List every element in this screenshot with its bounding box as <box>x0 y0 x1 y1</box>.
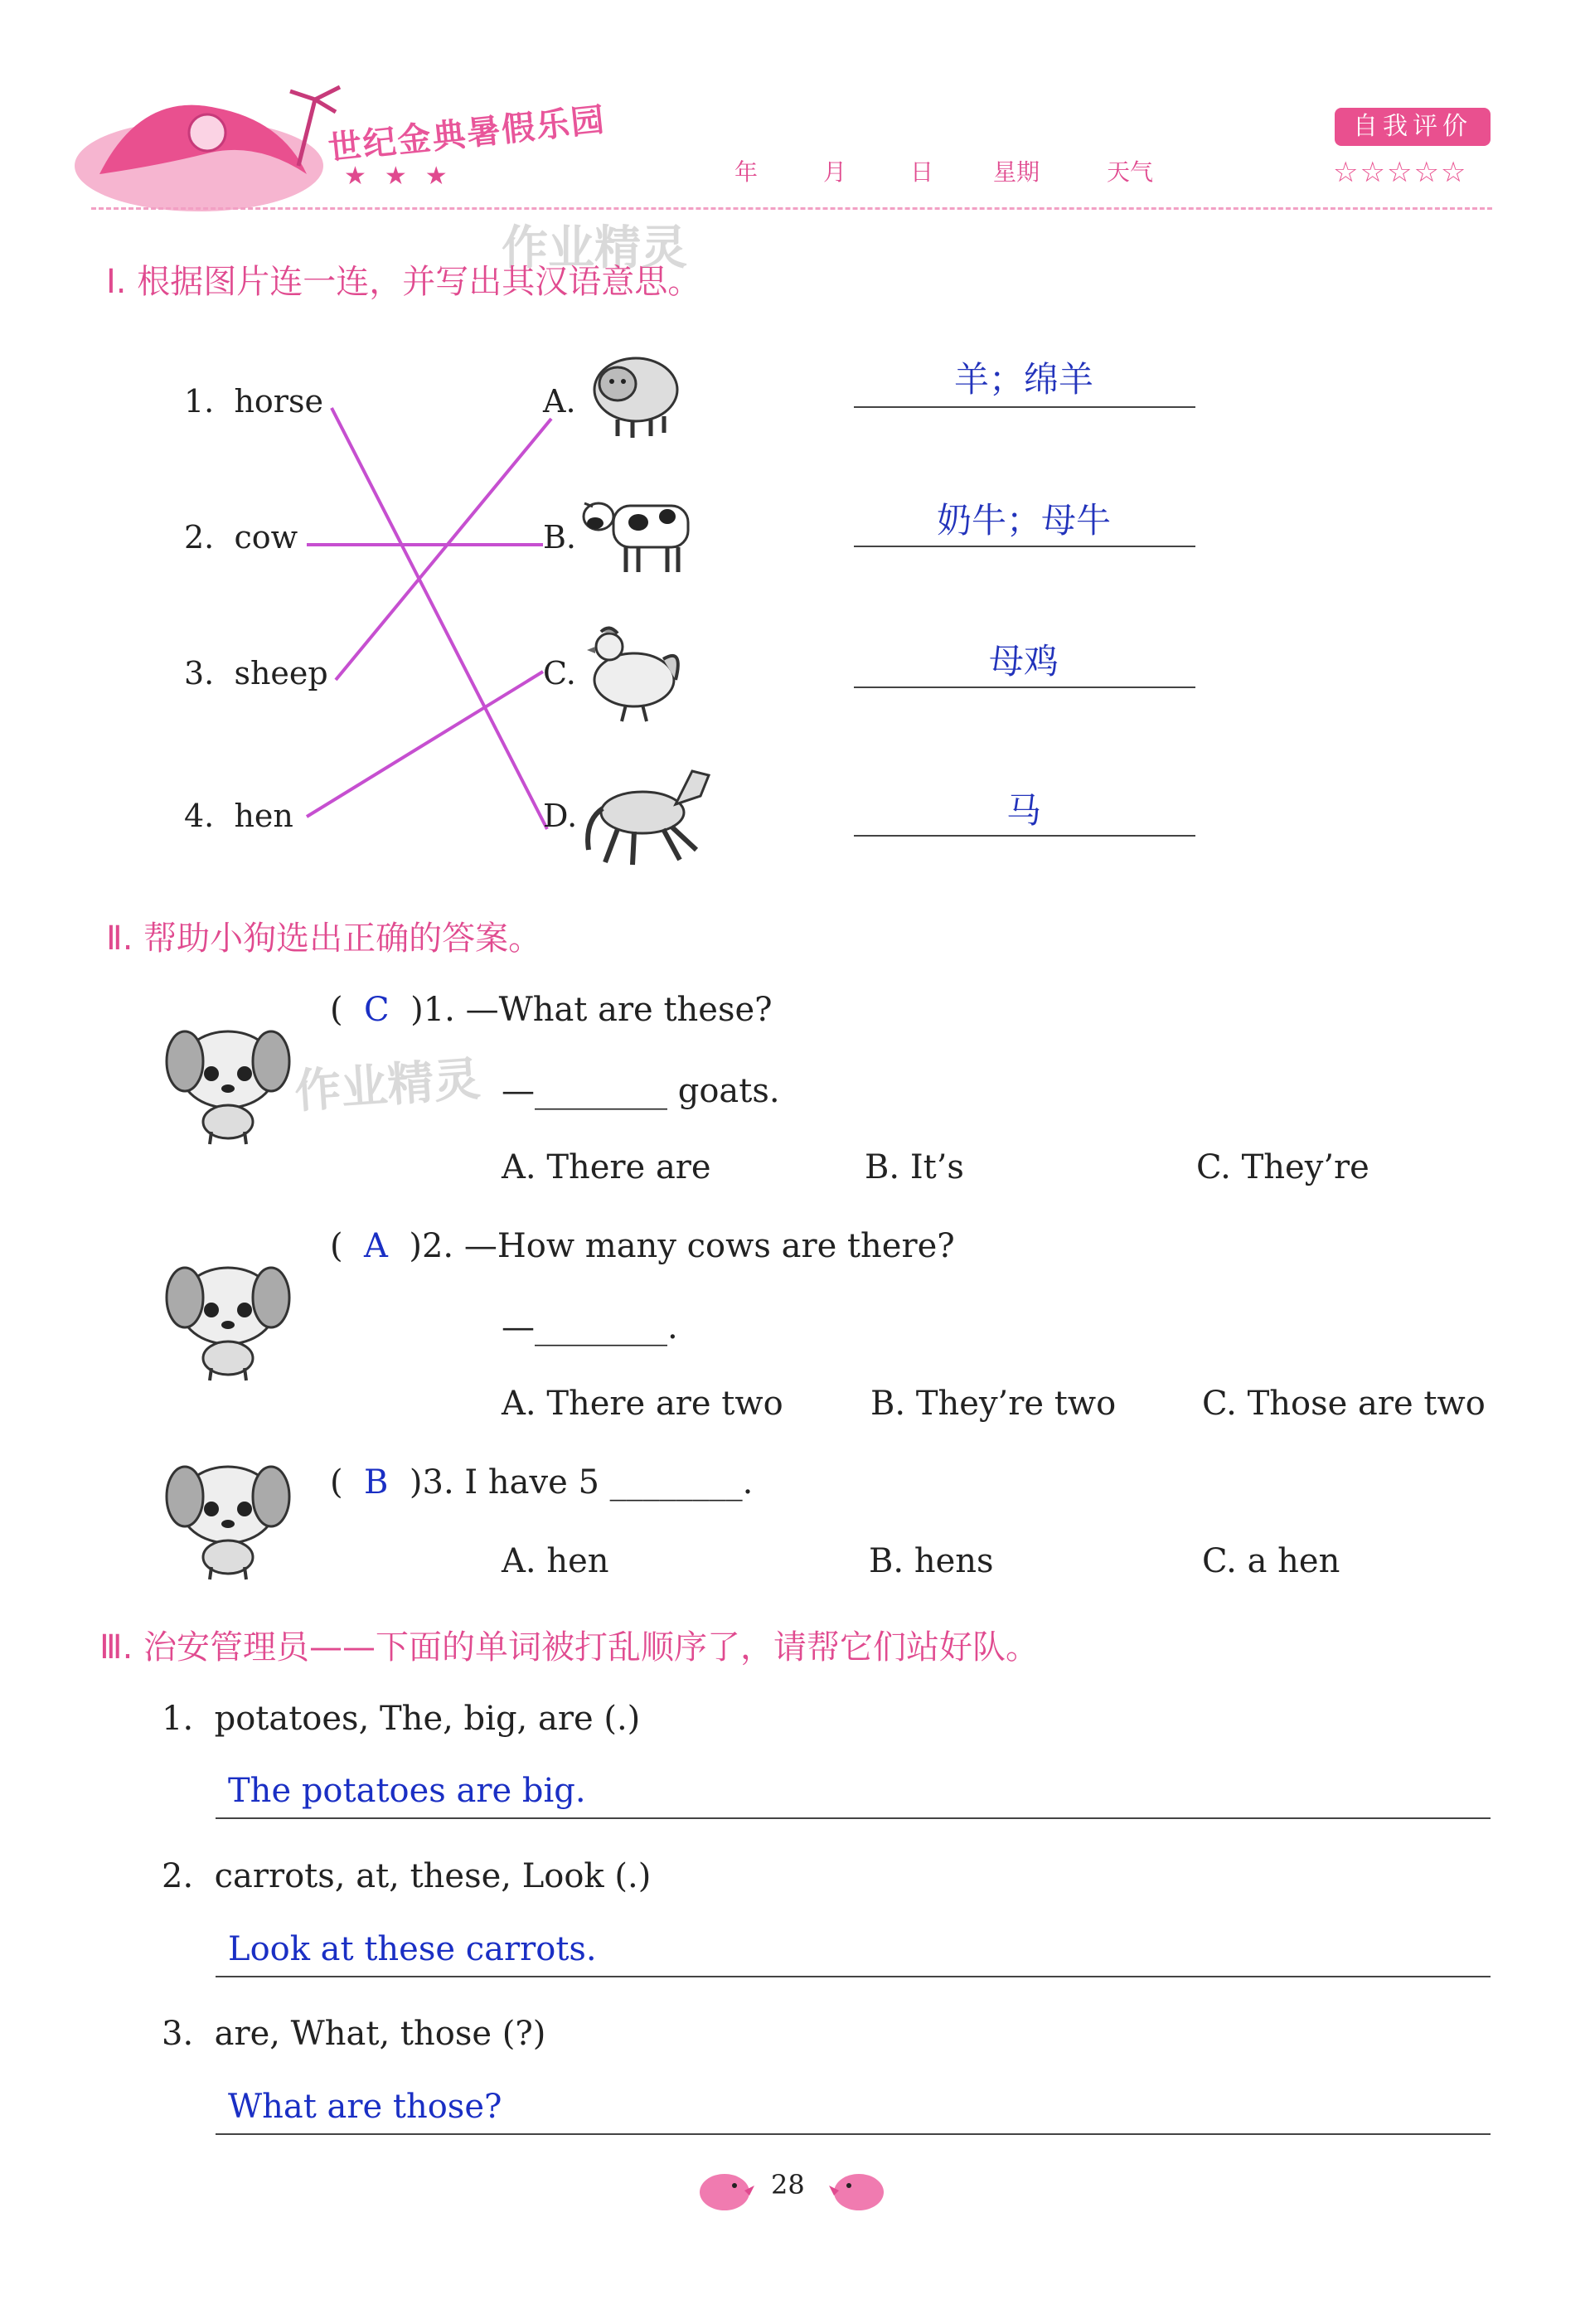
answer-choice: A <box>364 1227 388 1265</box>
reorder-answer: The potatoes are big. <box>228 1772 586 1810</box>
word-item: 2. cow <box>184 519 298 556</box>
answer-line <box>216 2133 1491 2135</box>
reorder-answer: Look at these carrots. <box>228 1930 597 1968</box>
puppy-icon <box>162 1260 294 1385</box>
match-line-sheep <box>336 419 551 680</box>
word-item: 1. horse <box>184 383 323 420</box>
answer-line <box>854 406 1195 408</box>
word-item: 3. sheep <box>184 655 328 691</box>
question-2-line2: —________. <box>502 1308 678 1346</box>
bird-right-icon <box>829 2166 889 2215</box>
puppy-icon <box>162 1459 294 1584</box>
option-letter: C. <box>543 655 576 691</box>
star-decoration-icon: ★★★ <box>344 162 466 191</box>
meaning-answer: 马 <box>1006 790 1041 831</box>
answer-line <box>854 546 1195 547</box>
reorder-answer: What are those? <box>228 2088 502 2126</box>
answer-choice: C <box>364 991 390 1029</box>
date-day-label: 日 <box>910 158 934 186</box>
date-month-label: 月 <box>823 158 847 186</box>
reorder-item: 2. carrots, at, these, Look (.) <box>162 1857 652 1895</box>
reorder-item: 3. are, What, those (?) <box>162 2015 546 2053</box>
answer-line <box>216 1817 1491 1819</box>
horse-icon <box>584 759 717 871</box>
section2-title: Ⅱ. 帮助小狗选出正确的答案。 <box>106 919 542 958</box>
watermark: 作业精灵 <box>293 1052 482 1119</box>
date-weather-label: 天气 <box>1107 158 1154 186</box>
cow-icon <box>580 485 696 576</box>
meaning-answer: 母鸡 <box>988 641 1059 682</box>
answer-line <box>216 1976 1491 1977</box>
word-item: 4. hen <box>184 798 293 834</box>
option: B. hens <box>869 1542 994 1580</box>
reorder-item: 1. potatoes, The, big, are (.) <box>162 1700 641 1738</box>
question-3: ( B )3. I have 5 ________. <box>330 1463 754 1502</box>
rating-stars[interactable]: ☆☆☆☆☆ <box>1333 156 1468 189</box>
option: C. They’re <box>1196 1148 1369 1186</box>
answer-line <box>854 835 1195 837</box>
puppy-icon <box>162 1024 294 1148</box>
question-1-line2: —________ goats. <box>502 1072 780 1110</box>
question-2: ( A )2. —How many cows are there? <box>330 1227 955 1265</box>
answer-choice: B <box>364 1463 389 1502</box>
option-letter: D. <box>543 798 578 834</box>
hen-icon <box>580 622 688 725</box>
match-line-horse <box>332 408 547 829</box>
brand-title: 世纪金典暑假乐园 <box>326 100 608 168</box>
option: A. hen <box>502 1542 609 1580</box>
meaning-answer: 羊；绵羊 <box>953 359 1093 400</box>
section1-title: Ⅰ. 根据图片连一连，并写出其汉语意思。 <box>106 263 701 301</box>
option: A. There are <box>502 1148 711 1186</box>
option: B. It’s <box>865 1148 964 1186</box>
option: A. There are two <box>502 1385 783 1423</box>
date-year-label: 年 <box>734 158 759 186</box>
option: C. a hen <box>1202 1542 1340 1580</box>
section3-title: Ⅲ. 治安管理员——下面的单词被打乱顺序了，请帮它们站好队。 <box>99 1628 1040 1667</box>
option-letter: B. <box>543 519 577 556</box>
option: B. They’re two <box>870 1385 1117 1423</box>
answer-line <box>854 687 1195 688</box>
date-weekday-label: 星期 <box>993 158 1040 186</box>
question-1: ( C )1. —What are these? <box>330 991 773 1029</box>
bird-left-icon <box>695 2166 754 2215</box>
match-line-hen <box>307 672 543 817</box>
option-letter: A. <box>543 383 576 420</box>
self-eval-badge: 自我评价 <box>1335 108 1491 146</box>
sheep-icon <box>584 347 684 442</box>
matching-lines <box>0 0 1590 912</box>
watermark: 作业精灵 <box>502 221 687 275</box>
option: C. Those are two <box>1202 1385 1486 1423</box>
page-number: 28 <box>771 2169 805 2200</box>
meaning-answer: 奶牛；母牛 <box>936 500 1111 541</box>
